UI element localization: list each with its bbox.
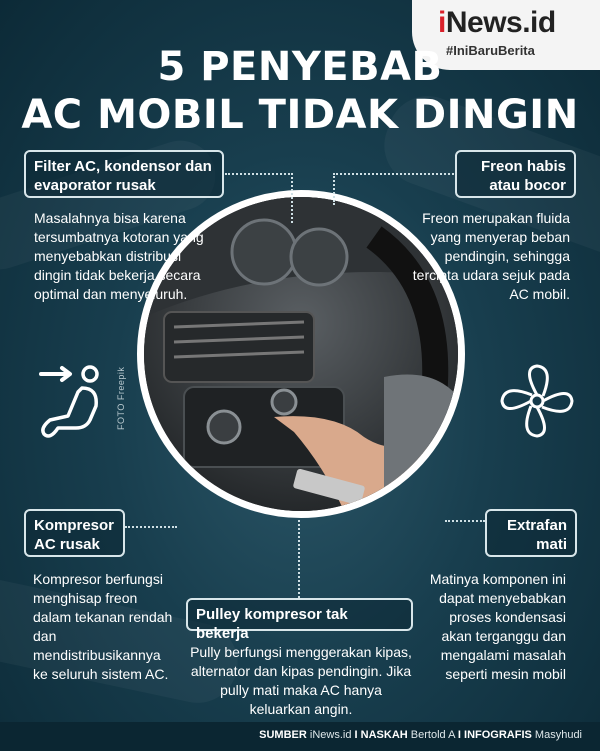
footer-source: iNews.id — [309, 729, 352, 741]
footer-bar — [0, 722, 600, 751]
cause-body-kompresor: Kompresor berfungsi menghisap freon dalam tekanan rendah dan mendistribusikannya ke seluruh sistem AC. — [33, 571, 173, 682]
connector-line — [445, 520, 485, 524]
footer-source-label: SUMBER — [259, 729, 307, 741]
footer-credits — [259, 729, 582, 741]
page-title-line1: 5 PENYEBAB — [157, 44, 443, 90]
cause-label-kompresor-line2: AC rusak — [34, 536, 100, 553]
connector-line — [333, 173, 457, 205]
footer-separator: I — [354, 729, 358, 741]
cause-label-extrafan — [485, 509, 577, 557]
cause-body-pulley: Pully berfungsi menggerakan kipas, alternator dan kipas pendingin. Jika pully mati maka AC hanya keluarkan angin. — [190, 644, 412, 717]
cause-label-extrafan-line1: Extrafan — [506, 517, 567, 534]
cause-body-freon: Freon merupakan fluida yang menyerap beban pendingin, sehingga tercipta udara sejuk pada AC mobil. — [412, 210, 570, 302]
footer-graphic: Masyhudi — [534, 729, 582, 741]
cause-label-freon-line2: atau bocor — [489, 177, 566, 194]
cause-label-extrafan-line2: mati — [536, 536, 567, 553]
fan-icon — [498, 362, 576, 440]
cause-body-filter: Masalahnya bisa karena tersumbatnya kotoran yang menyebabkan distribusi dingin tidak bekerja secara optimal dan menyeluruh. — [34, 210, 204, 302]
cause-label-kompresor-line1: Kompresor — [34, 517, 115, 534]
cause-label-freon-line1: Freon habis — [480, 158, 566, 175]
footer-graphic-label: INFOGRAFIS — [464, 729, 532, 741]
cause-label-pulley: Pulley kompresor tak bekerja — [186, 598, 413, 631]
cause-label-filter: Filter AC, kondensor dan evaporator rusak — [24, 150, 224, 198]
connector-line — [298, 520, 302, 598]
logo-text: News.id — [445, 6, 556, 39]
photo-credit: FOTO Freepik — [116, 366, 126, 430]
page-title-line2: AC MOBIL TIDAK DINGIN — [21, 92, 579, 138]
footer-separator: I — [457, 729, 461, 741]
connector-line — [225, 173, 293, 223]
brand-tagline: #IniBaruBerita — [446, 43, 535, 58]
logo-text-i: i — [438, 6, 446, 39]
cause-body-extrafan: Matinya komponen ini dapat menyebabkan proses kondensasi akan terganggu dan mengalami masalah seperti mesin mobil — [429, 571, 566, 682]
footer-writer-label: NASKAH — [360, 729, 408, 741]
cause-label-kompresor — [24, 509, 125, 557]
footer-writer: Bertold A — [410, 729, 455, 741]
cause-label-freon — [455, 150, 576, 198]
connector-line — [125, 526, 177, 530]
car-seat-airflow-icon — [38, 362, 108, 446]
